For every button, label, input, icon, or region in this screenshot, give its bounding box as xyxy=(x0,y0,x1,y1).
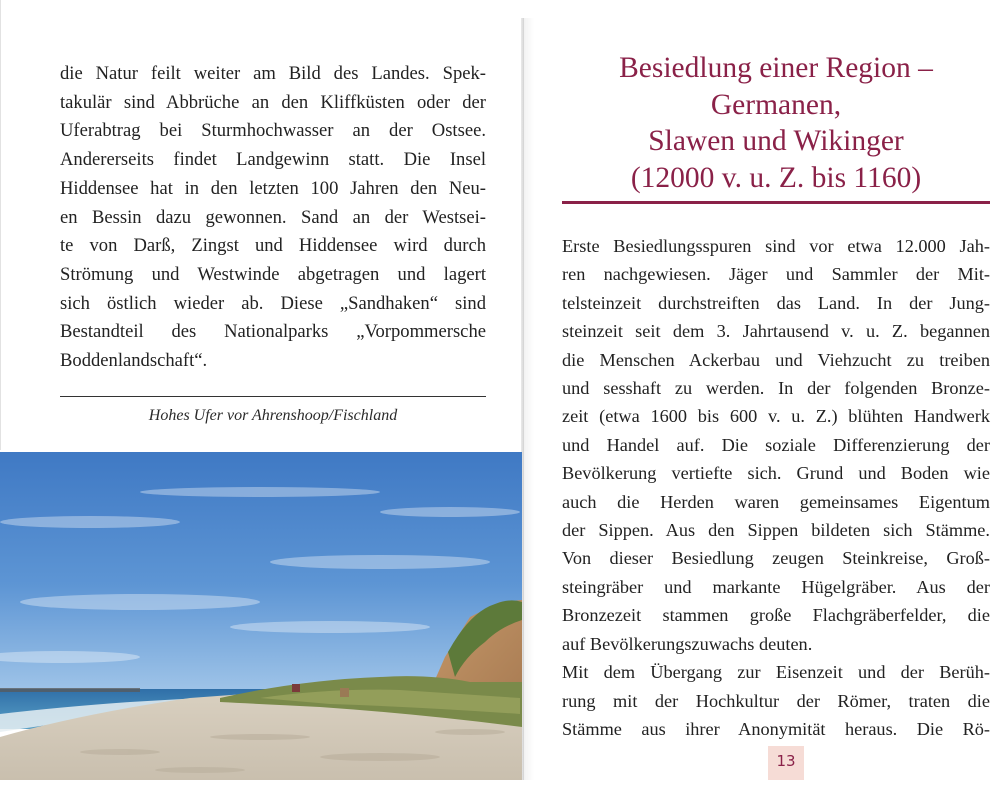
body-line: die Natur feilt weiter am Bild des Landes. Spek- xyxy=(60,63,486,84)
body-line: steinzeit seit dem 3. Jahrtausend v. u. Z. begannen xyxy=(562,321,990,342)
body-line: Mit dem Übergang zur Eisenzeit und der Berüh- xyxy=(562,662,990,683)
chapter-heading xyxy=(562,50,990,196)
caption-divider xyxy=(60,396,486,397)
body-line: steingräber und markante Hügelgräber. Aus der xyxy=(562,576,990,597)
left-page-edge xyxy=(0,0,1,450)
body-line: auch die Herden waren gemeinsames Eigentum xyxy=(562,491,990,512)
body-line: ren nachgewiesen. Jäger und Sammler der Mit- xyxy=(562,264,990,285)
body-line: te von Darß, Zingst und Hiddensee wird durch xyxy=(60,235,486,257)
body-line: Von dieser Besiedlung zeugen Steinkreise, Groß- xyxy=(562,548,990,569)
body-line: der Sippen. Aus den Sippen bildeten sich Stämme. xyxy=(562,520,990,541)
body-line: telsteinzeit durchstreiften das Land. In der Jung- xyxy=(562,292,990,313)
body-line: Bevölkerung vertiefte sich. Grund und Boden wie xyxy=(562,463,990,484)
beach-cliff-photo xyxy=(0,452,522,780)
heading-line: Besiedlung einer Region – xyxy=(619,52,933,84)
body-line: und sesshaft zu werden. In der folgenden Bronze- xyxy=(562,378,990,399)
left-page-body xyxy=(60,60,486,376)
body-line: Stämme aus ihrer Anonymität heraus. Die Rö- xyxy=(562,718,990,739)
body-line: en Bessin dazu gewonnen. Sand an der Westsei- xyxy=(60,206,486,228)
body-line: Bronzezeit stammen große Flachgräberfelder, die xyxy=(562,605,990,626)
heading-divider xyxy=(562,201,990,204)
book-gutter-shadow xyxy=(524,18,534,780)
photo-caption: Hohes Ufer vor Ahrenshoop/Fischland xyxy=(148,407,398,424)
body-line: sich östlich wieder ab. Diese „Sandhaken“ sind xyxy=(60,292,486,314)
body-line: Boddenlandschaft“. xyxy=(60,350,208,372)
heading-line: Germanen, xyxy=(710,88,842,121)
body-line: auf Bevölkerungszuwachs deuten. xyxy=(562,633,813,654)
body-line: Erste Besiedlungsspuren sind vor etwa 12.000 Jah- xyxy=(562,236,990,256)
body-line: Uferabtrag bei Sturmhochwasser an der Ostsee. xyxy=(60,120,486,142)
body-line: takulär sind Abbrüche an den Kliffküsten oder der xyxy=(60,91,486,113)
heading-line: Slawen und Wikinger xyxy=(648,125,904,157)
body-line: rung mit der Hochkultur der Römer, traten die xyxy=(562,690,990,711)
body-line: die Menschen Ackerbau und Viehzucht zu treiben xyxy=(562,349,990,370)
body-line: zeit (etwa 1600 bis 600 v. u. Z.) blühten Handwerk xyxy=(562,406,990,427)
body-line: Bestandteil des Nationalparks „Vorpommersche xyxy=(60,321,486,343)
body-line: Strömung und Westwinde abgetragen und lagert xyxy=(60,263,486,285)
right-page-body xyxy=(562,232,990,743)
body-line: Hiddensee hat in den letzten 100 Jahren den Neu- xyxy=(60,177,486,199)
heading-line: (12000 v. u. Z. bis 1160) xyxy=(630,161,922,194)
body-line: Andererseits findet Landgewinn statt. Die Insel xyxy=(60,149,486,171)
body-line: und Handel auf. Die soziale Differenzierung der xyxy=(562,434,990,455)
page-number: 13 xyxy=(768,746,804,780)
